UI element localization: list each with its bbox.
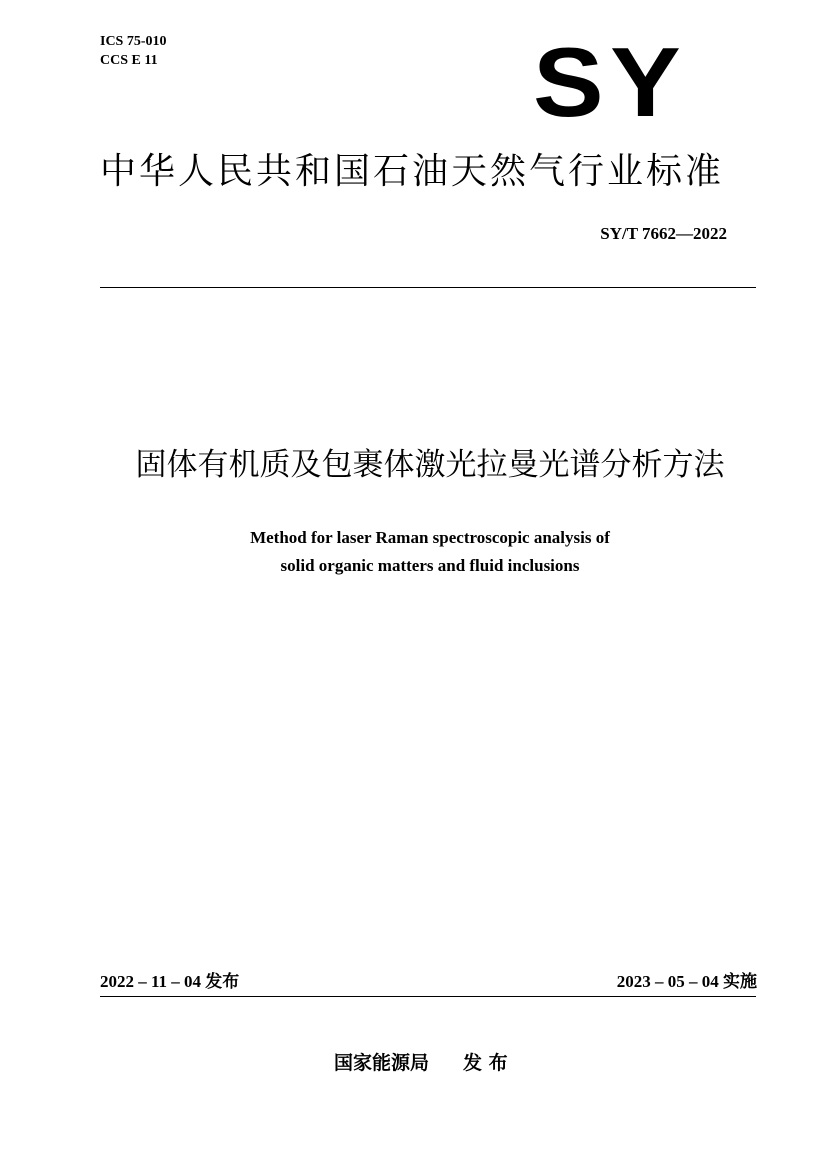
english-title — [0, 524, 815, 580]
classification-codes — [100, 32, 167, 70]
english-title-line-2: solid organic matters and fluid inclusions — [280, 556, 580, 575]
implementation-date: 2023 – 05 – 04 实施 — [616, 972, 757, 991]
issuer-action: 发 布 — [463, 1052, 508, 1074]
sy-logo: SY — [533, 27, 688, 137]
english-title-line-1: Method for laser Raman spectroscopic analysis of — [250, 528, 610, 547]
standard-number: SY/T 7662—2022 — [600, 224, 727, 243]
ccs-code: CCS E 11 — [100, 53, 158, 68]
issuer-line — [334, 1050, 508, 1076]
ics-code: ICS 75-010 — [100, 34, 167, 49]
issuer-name: 国家能源局 — [334, 1052, 430, 1074]
issue-date: 2022 – 11 – 04 发布 — [100, 972, 240, 991]
chinese-title: 固体有机质及包裹体激光拉曼光谱分析方法 — [135, 447, 725, 483]
top-divider — [100, 287, 756, 288]
bottom-divider — [100, 996, 756, 997]
organization-title: 中华人民共和国石油天然气行业标准 — [100, 151, 725, 192]
